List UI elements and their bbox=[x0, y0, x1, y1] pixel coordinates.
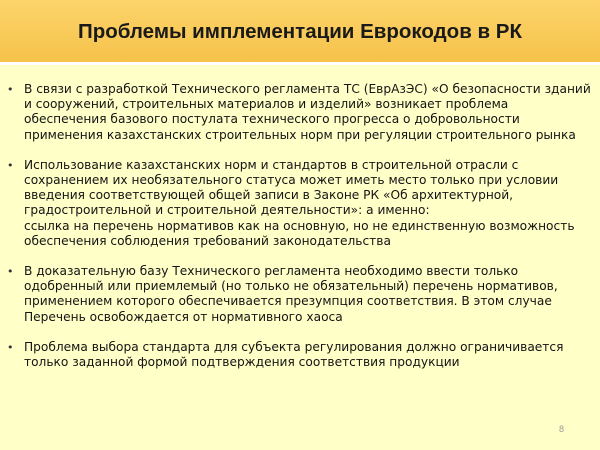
bullet-dot-icon: • bbox=[7, 265, 14, 279]
bullet-item bbox=[4, 82, 592, 143]
title-bar bbox=[0, 0, 600, 62]
page-number: 8 bbox=[558, 424, 564, 434]
bullet-dot-icon: • bbox=[7, 340, 14, 354]
bullet-text: В доказательную базу Технического регламента необходимо ввести только одобренный или приемлемый (но только не обязательный) перечень нормативов, применением которого обеспечивается презумпция соответствия. В этом случае Перечень освобождается от нормативного хаоса bbox=[24, 264, 558, 324]
slide-title: Проблемы имплементации Еврокодов в РК bbox=[78, 20, 522, 43]
bullet-text: Использование казахстанских норм и стандартов в строительной отрасли с сохранением их необязательного статуса может иметь место только при условии введения соответствующей общей записи в Законе РК «Об архитектурной, градостроительной и строительной деятельности»: а именно: ссылка на перечень нормативов как на основную, но не единственную возможность обеспечения соблюдения требований законодательства bbox=[24, 157, 575, 248]
bullet-text: Проблема выбора стандарта для субъекта регулирования должно ограничивается только заданной формой подтверждения соответствия продукции bbox=[24, 339, 564, 370]
bullet-dot-icon: • bbox=[7, 83, 14, 96]
bullet-item bbox=[4, 264, 592, 325]
bullet-list bbox=[4, 82, 592, 385]
bullet-item bbox=[4, 340, 592, 370]
bullet-item bbox=[4, 158, 592, 249]
title-separator bbox=[0, 62, 600, 65]
bullet-dot-icon: • bbox=[7, 158, 14, 172]
bullet-text: В связи с разработкой Технического регламента ТС (ЕврАзЭС) «О безопасности зданий и сооружений, строительных материалов и изделий» возникает проблема обеспечения базового постулата технического прогресса о добровольности применения казахстанских строительных норм при регуляции строительного рынка bbox=[24, 82, 591, 142]
